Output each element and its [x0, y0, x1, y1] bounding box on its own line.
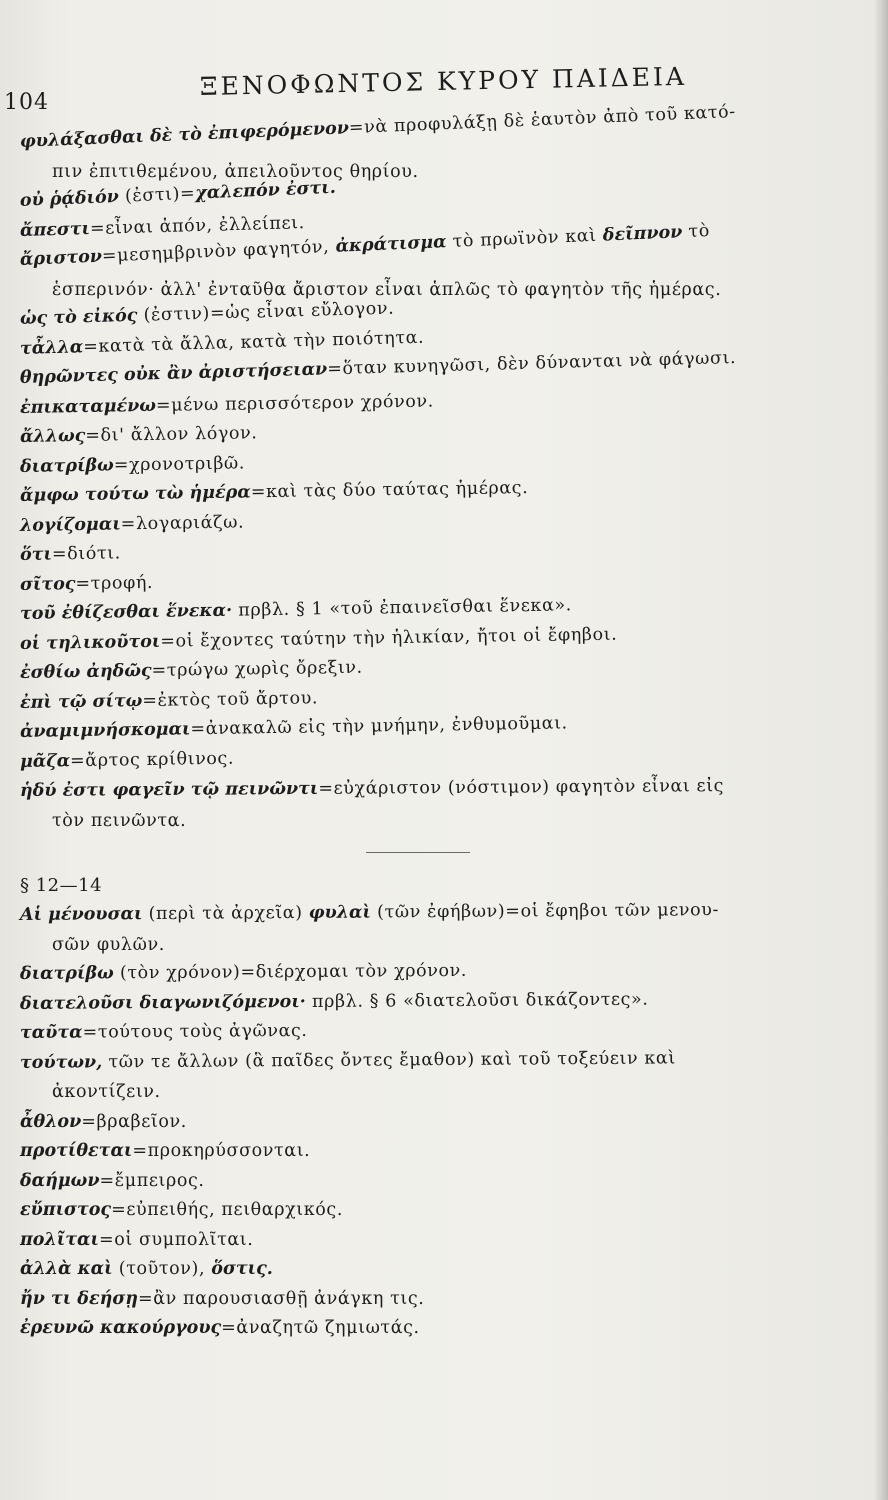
entry-term: ἐπὶ τῷ σίτῳ — [19, 690, 143, 713]
entry-gloss: =νὰ προφυλάξῃ δὲ ἑαυτὸν ἀπὸ τοῦ κατό- — [348, 102, 737, 139]
entry-gloss: =τροφή. — [75, 572, 154, 594]
entry-gloss: =τρώγω χωρὶς ὄρεξιν. — [151, 657, 363, 681]
entry-term: διατρίβω — [19, 455, 114, 477]
section-heading: § 12—14 — [20, 875, 103, 896]
entry-gloss: πρβλ. § 1 «τοῦ ἐπαινεῖσθαι ἕνεκα». — [231, 595, 573, 621]
entry-gloss: =διότι. — [51, 543, 121, 565]
entry-gloss: =καὶ τὰς δύο ταύτας ἡμέρας. — [250, 478, 529, 503]
gloss-entry — [20, 895, 830, 930]
gloss-entry — [20, 1196, 830, 1226]
entry-gloss: πρβλ. § 6 «διατελοῦσι δικάζοντες». — [305, 989, 649, 1012]
entry-gloss: =εἶναι ἀπόν, ἐλλείπει. — [89, 212, 306, 239]
entry-term: ὡς τὸ εἰκός — [19, 305, 138, 329]
commentary-part-2 — [20, 901, 830, 1344]
entry-gloss: =μένω περισσότερον χρόνον. — [155, 390, 435, 416]
entry-continuation: πιν ἐπιτιθεμένου, ἀπειλοῦντος θηρίου. — [52, 161, 419, 182]
entry-continuation: ἑσπερινόν· ἀλλ' ἐνταῦθα ἄριστον εἶναι ἁπλῶς τὸ φαγητὸν τῆς ἡμέρας. — [52, 279, 722, 300]
entry-term: ἆθλον — [20, 1111, 82, 1132]
entry-gloss: (ἐστιν)=ὡς εἶναι εὔλογον. — [137, 298, 395, 326]
entry-gloss: (ἐστι)= — [118, 183, 196, 207]
entry-gloss: =ἄρτος κρίθινος. — [69, 748, 235, 771]
entry-term: οὐ ῥᾴδιόν — [19, 186, 120, 211]
entry-term: διατρίβω — [19, 963, 114, 984]
entry-term: ἄλλως — [19, 425, 86, 447]
entry-term: ἄπεστι — [19, 218, 91, 241]
gloss-entry — [20, 771, 830, 806]
entry-gloss: (τῶν ἐφήβων)=οἱ ἔφηβοι τῶν μενου- — [370, 900, 720, 923]
entry-term: τούτων, — [19, 1051, 103, 1073]
entry-gloss: =προκηρύσσονται. — [132, 1141, 311, 1161]
entry-gloss: (τοῦτον), — [112, 1259, 212, 1279]
entry-term: ἐπικαταμένω — [19, 395, 157, 418]
entry-term: δαήμων — [20, 1170, 100, 1191]
entry-term: φυλάξασθαι δὲ τὸ ἐπιφερόμενον — [19, 118, 350, 152]
entry-term: δεῖπνον — [602, 222, 683, 246]
entry-term: ἄμφω τούτω τὼ ἡμέρα — [19, 482, 251, 506]
gloss-entry — [20, 1314, 830, 1344]
entry-term: ἀναμιμνήσκομαι — [19, 719, 191, 742]
entry-term: ὅστις. — [211, 1259, 273, 1279]
entry-gloss: =ἀναζητῶ ζημιωτάς. — [221, 1318, 420, 1338]
entry-term: θηρῶντες οὐκ ἂν ἀριστήσειαν — [19, 359, 328, 388]
entry-term: ἄριστον — [19, 246, 103, 270]
gloss-entry — [20, 1255, 830, 1285]
entry-gloss: =ἐκτὸς τοῦ ἄρτου. — [142, 687, 319, 711]
entry-term: ἀλλὰ καὶ — [20, 1259, 113, 1279]
entry-continuation: τὸν πεινῶντα. — [52, 810, 187, 831]
entry-term: Αἱ μένουσαι — [19, 904, 143, 925]
gloss-entry — [20, 1043, 830, 1078]
entry-term: διατελοῦσι διαγωνιζόμενοι· — [19, 991, 306, 1014]
entry-term: προτίθεται — [20, 1141, 133, 1161]
entry-term: ἐρευνῶ κακούργους — [20, 1318, 222, 1338]
entry-term: τοῦ ἐθίζεσθαι ἕνεκα· — [19, 600, 233, 624]
entry-gloss: =ἔμπειρος. — [99, 1170, 205, 1191]
entry-term: πολῖται — [20, 1229, 99, 1250]
entry-gloss: τὸ — [681, 221, 711, 243]
entry-gloss: τῶν τε ἄλλων (ἃ παῖδες ὄντες ἔμαθον) καὶ τοῦ τοξεύειν καὶ — [102, 1047, 676, 1072]
gloss-entry — [20, 1108, 830, 1138]
entry-gloss: τὸ πρωϊνὸν καὶ — [446, 225, 604, 253]
entry-gloss: =χρονοτριβῶ. — [113, 452, 246, 476]
entry-term: ἐσθίω ἀηδῶς — [19, 660, 152, 683]
page-edge-shadow — [874, 0, 888, 1500]
entry-term: ὅτι — [19, 544, 53, 565]
page-number: 104 — [4, 90, 49, 115]
entry-term: ἡδύ ἐστι φαγεῖν τῷ πεινῶντι — [19, 778, 319, 801]
entry-term: ἤν τι δεήσῃ — [20, 1288, 138, 1309]
entry-term: χαλεπόν ἐστι. — [194, 177, 337, 204]
entry-term: ἀκράτισμα — [335, 232, 447, 257]
entry-continuation: ἀκοντίζειν. — [52, 1082, 161, 1102]
entry-term: οἱ τηλικοῦτοι — [19, 631, 161, 654]
gloss-entry — [20, 1226, 830, 1256]
entry-gloss: =οἱ συμπολῖται. — [98, 1229, 254, 1250]
entry-gloss: (περὶ τὰ ἀρχεῖα) — [142, 902, 309, 925]
entry-term: τἆλλα — [19, 336, 84, 359]
gloss-entry — [20, 1137, 830, 1167]
entry-gloss: =βραβεῖον. — [81, 1111, 187, 1132]
entry-term: φυλαὶ — [308, 902, 372, 923]
entry-gloss: (τὸν χρόνον)=διέρχομαι τὸν χρόνον. — [113, 960, 468, 984]
commentary-body — [19, 102, 830, 1344]
entry-gloss: =τούτους τοὺς ἀγῶνας. — [82, 1020, 308, 1043]
entry-term: μᾶζα — [19, 750, 71, 772]
entry-gloss: =εὐπειθής, πειθαρχικός. — [111, 1200, 343, 1220]
entry-gloss: =ὅταν κυνηγῶσι, δὲν δύνανται νὰ φάγωσι. — [326, 347, 737, 380]
entry-term: λογίζομαι — [19, 513, 121, 536]
gloss-entry — [20, 1167, 830, 1197]
entry-gloss: =ἀνακαλῶ εἰς τὴν μνήμην, ἐνθυμοῦμαι. — [190, 713, 568, 740]
entry-gloss: =εὐχάριστον (νόστιμον) φαγητὸν εἶναι εἰς — [318, 776, 725, 799]
entry-term: σῖτος — [19, 573, 76, 595]
entry-continuation: σῶν φυλῶν. — [52, 934, 165, 955]
section-divider — [366, 852, 470, 853]
entry-gloss: =ἂν παρουσιασθῇ ἀνάγκη τις. — [137, 1288, 425, 1309]
entry-gloss: =δι' ἄλλον λόγον. — [85, 423, 258, 446]
entry-gloss: =οἱ ἔχοντες ταύτην τὴν ἡλικίαν, ἤτοι οἱ ἔφηβοι. — [160, 624, 618, 652]
commentary-part-1 — [19, 102, 830, 836]
entry-term: ταῦτα — [19, 1022, 83, 1043]
entry-gloss: =κατὰ τὰ ἄλλα, κατὰ τὴν ποιότητα. — [82, 327, 425, 357]
entry-term: εὔπιστος — [20, 1200, 112, 1220]
gloss-entry — [20, 1285, 830, 1315]
entry-gloss: =λογαριάζω. — [120, 511, 245, 534]
running-title: ΞΕΝΟΦΩΝΤΟΣ ΚΥΡΟΥ ΠΑΙΔΕΙΑ — [199, 61, 688, 101]
entry-gloss: =μεσημβρινὸν φαγητόν, — [101, 236, 336, 267]
